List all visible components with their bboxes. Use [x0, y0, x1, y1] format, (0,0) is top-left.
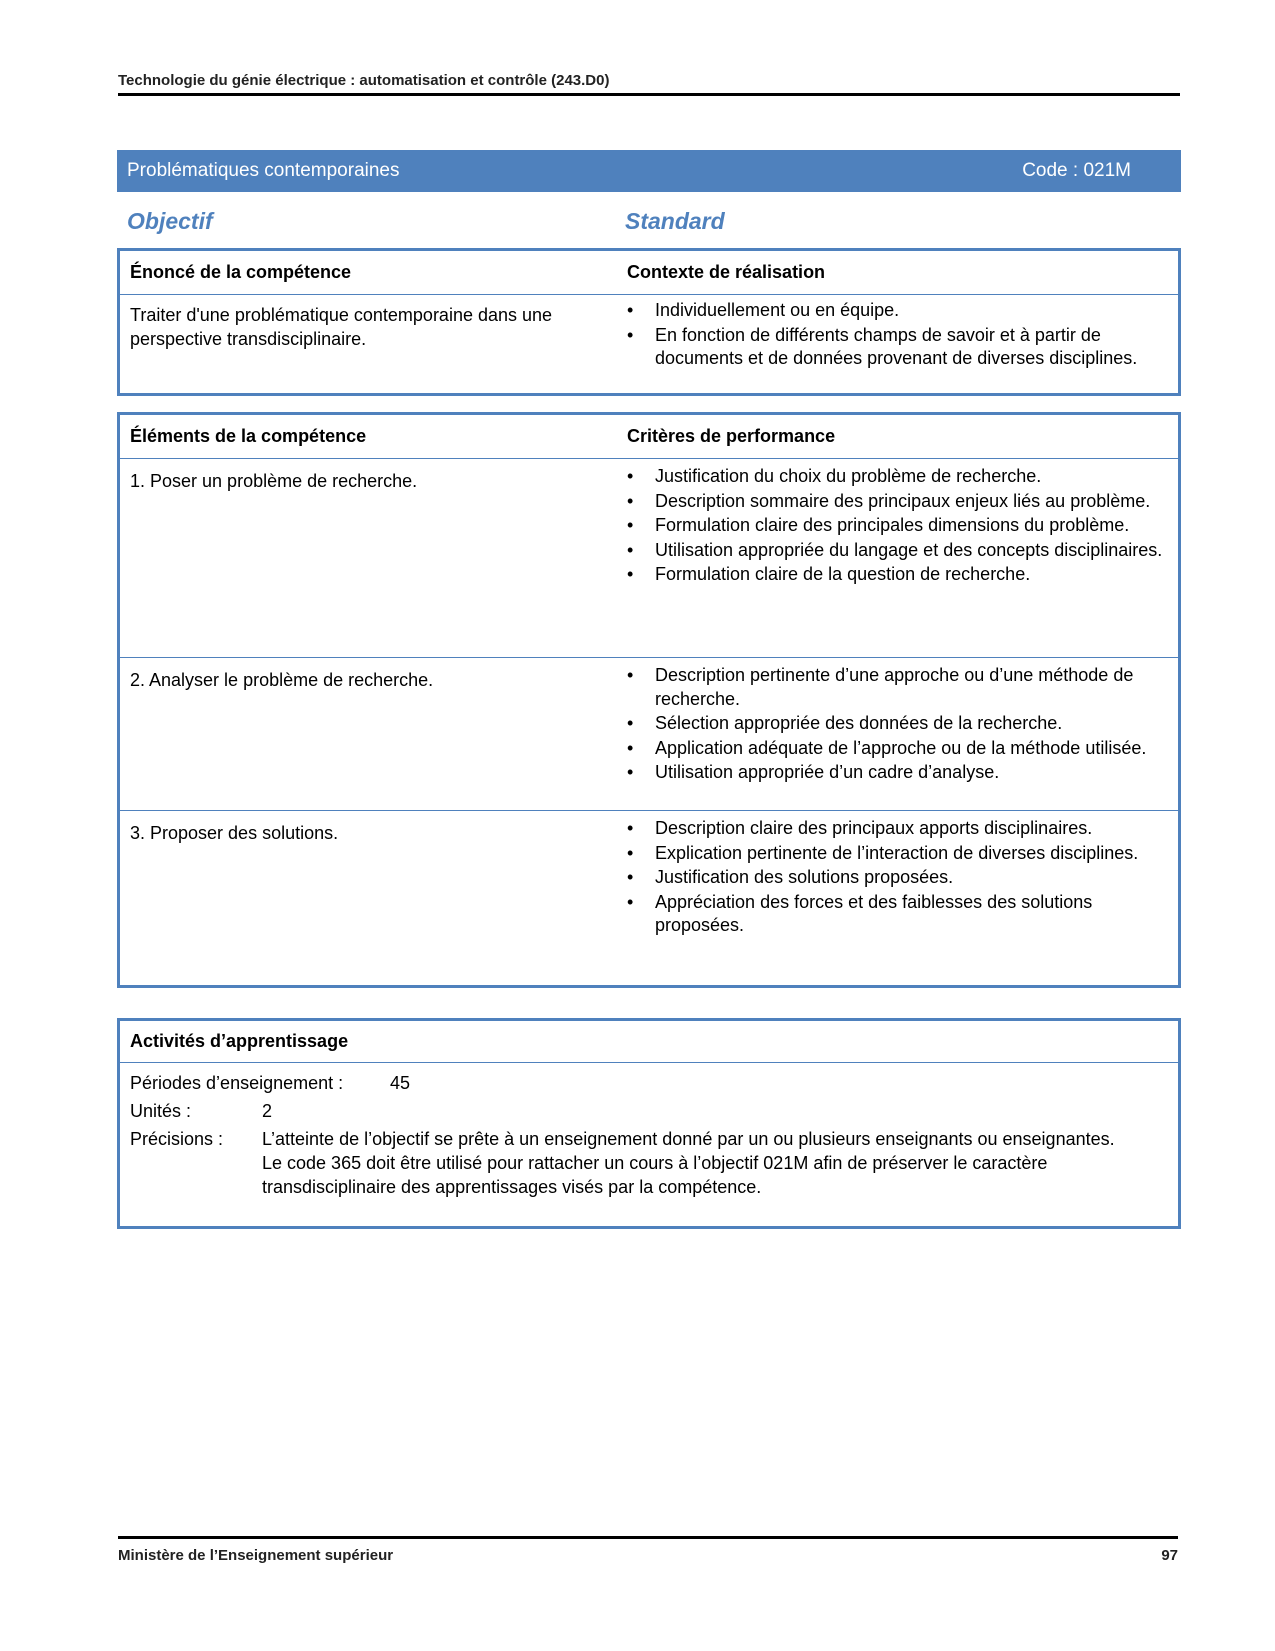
precision-text: Le code 365 doit être utilisé pour rattacher un cours à l’objectif 021M afin de préserver le caractère transdisciplinaire des apprentissages visés par la compétence. [262, 1153, 1048, 1197]
enonce-header [120, 251, 1178, 295]
list-item: • Utilisation appropriée du langage et des concepts disciplinaires. [627, 539, 1178, 563]
competence-title: Problématiques contemporaines [127, 160, 400, 181]
program-title: Technologie du génie électrique : automatisation et contrôle (243.D0) [118, 72, 610, 89]
list-item: • Appréciation des forces et des faiblesses des solutions proposées. [627, 891, 1178, 938]
periodes-row [120, 1071, 1178, 1095]
criteria-list [627, 459, 1178, 592]
list-item: • Formulation claire de la question de recherche. [627, 563, 1178, 587]
list-item: • En fonction de différents champs de savoir et à partir de documents et de données provenant de diverses disciplines. [627, 324, 1178, 371]
element-row [120, 658, 1178, 811]
list-item: • Justification du choix du problème de recherche. [627, 465, 1178, 489]
element-row [120, 811, 1178, 943]
list-item: • Description sommaire des principaux enjeux liés au problème. [627, 490, 1178, 514]
periodes-label: Périodes d’enseignement : [130, 1073, 344, 1093]
contexte-heading: Contexte de réalisation [627, 262, 826, 282]
list-item: • Sélection appropriée des données de la recherche. [627, 712, 1178, 736]
competence-code: Code : 021M [1022, 160, 1131, 181]
enonce-statement: Traiter d'une problématique contemporaine dans une perspective transdisciplinaire. [130, 305, 553, 349]
ministry-name: Ministère de l’Enseignement supérieur [118, 1547, 394, 1564]
page-footer [118, 1536, 1178, 1564]
criteres-heading: Critères de performance [627, 426, 836, 446]
element-label: 1. Poser un problème de recherche. [130, 471, 418, 491]
page-number: 97 [1161, 1547, 1178, 1564]
periodes-value: 45 [390, 1073, 411, 1093]
list-item: • Description pertinente d’une approche ou d’une méthode de recherche. [627, 664, 1178, 711]
list-item: • Application adéquate de l’approche ou de la méthode utilisée. [627, 737, 1178, 761]
list-item: • Utilisation appropriée d’un cadre d’analyse. [627, 761, 1178, 785]
context-list [627, 295, 1178, 376]
elements-header [120, 415, 1178, 459]
list-item: • Explication pertinente de l’interaction de diverses disciplines. [627, 842, 1178, 866]
criteria-list [627, 811, 1178, 943]
precision-text: L’atteinte de l’objectif se prête à un enseignement donné par un ou plusieurs enseignants ou enseignantes. [262, 1129, 1115, 1149]
precisions-row [120, 1127, 1178, 1199]
list-item: • Formulation claire des principales dimensions du problème. [627, 514, 1178, 538]
list-item: • Description claire des principaux apports disciplinaires. [627, 817, 1178, 841]
standard-heading: Standard [625, 208, 725, 234]
elements-heading: Éléments de la compétence [130, 426, 367, 446]
element-row [120, 459, 1178, 658]
unites-value: 2 [262, 1101, 273, 1121]
enonce-box [117, 248, 1181, 396]
activites-box [117, 1018, 1181, 1229]
page-header [118, 72, 1180, 96]
precisions-label: Précisions : [130, 1129, 224, 1149]
title-bar [117, 150, 1181, 192]
enonce-heading: Énoncé de la compétence [130, 262, 352, 282]
enonce-row [120, 295, 1178, 376]
elements-box [117, 412, 1181, 988]
activites-heading: Activités d’apprentissage [120, 1021, 1178, 1063]
list-item: • Justification des solutions proposées. [627, 866, 1178, 890]
list-item: • Individuellement ou en équipe. [627, 299, 1178, 323]
unites-label: Unités : [130, 1101, 192, 1121]
criteria-list [627, 658, 1178, 790]
element-label: 2. Analyser le problème de recherche. [130, 670, 434, 690]
element-label: 3. Proposer des solutions. [130, 823, 339, 843]
unites-row [120, 1099, 1178, 1123]
objectif-heading: Objectif [127, 208, 213, 234]
